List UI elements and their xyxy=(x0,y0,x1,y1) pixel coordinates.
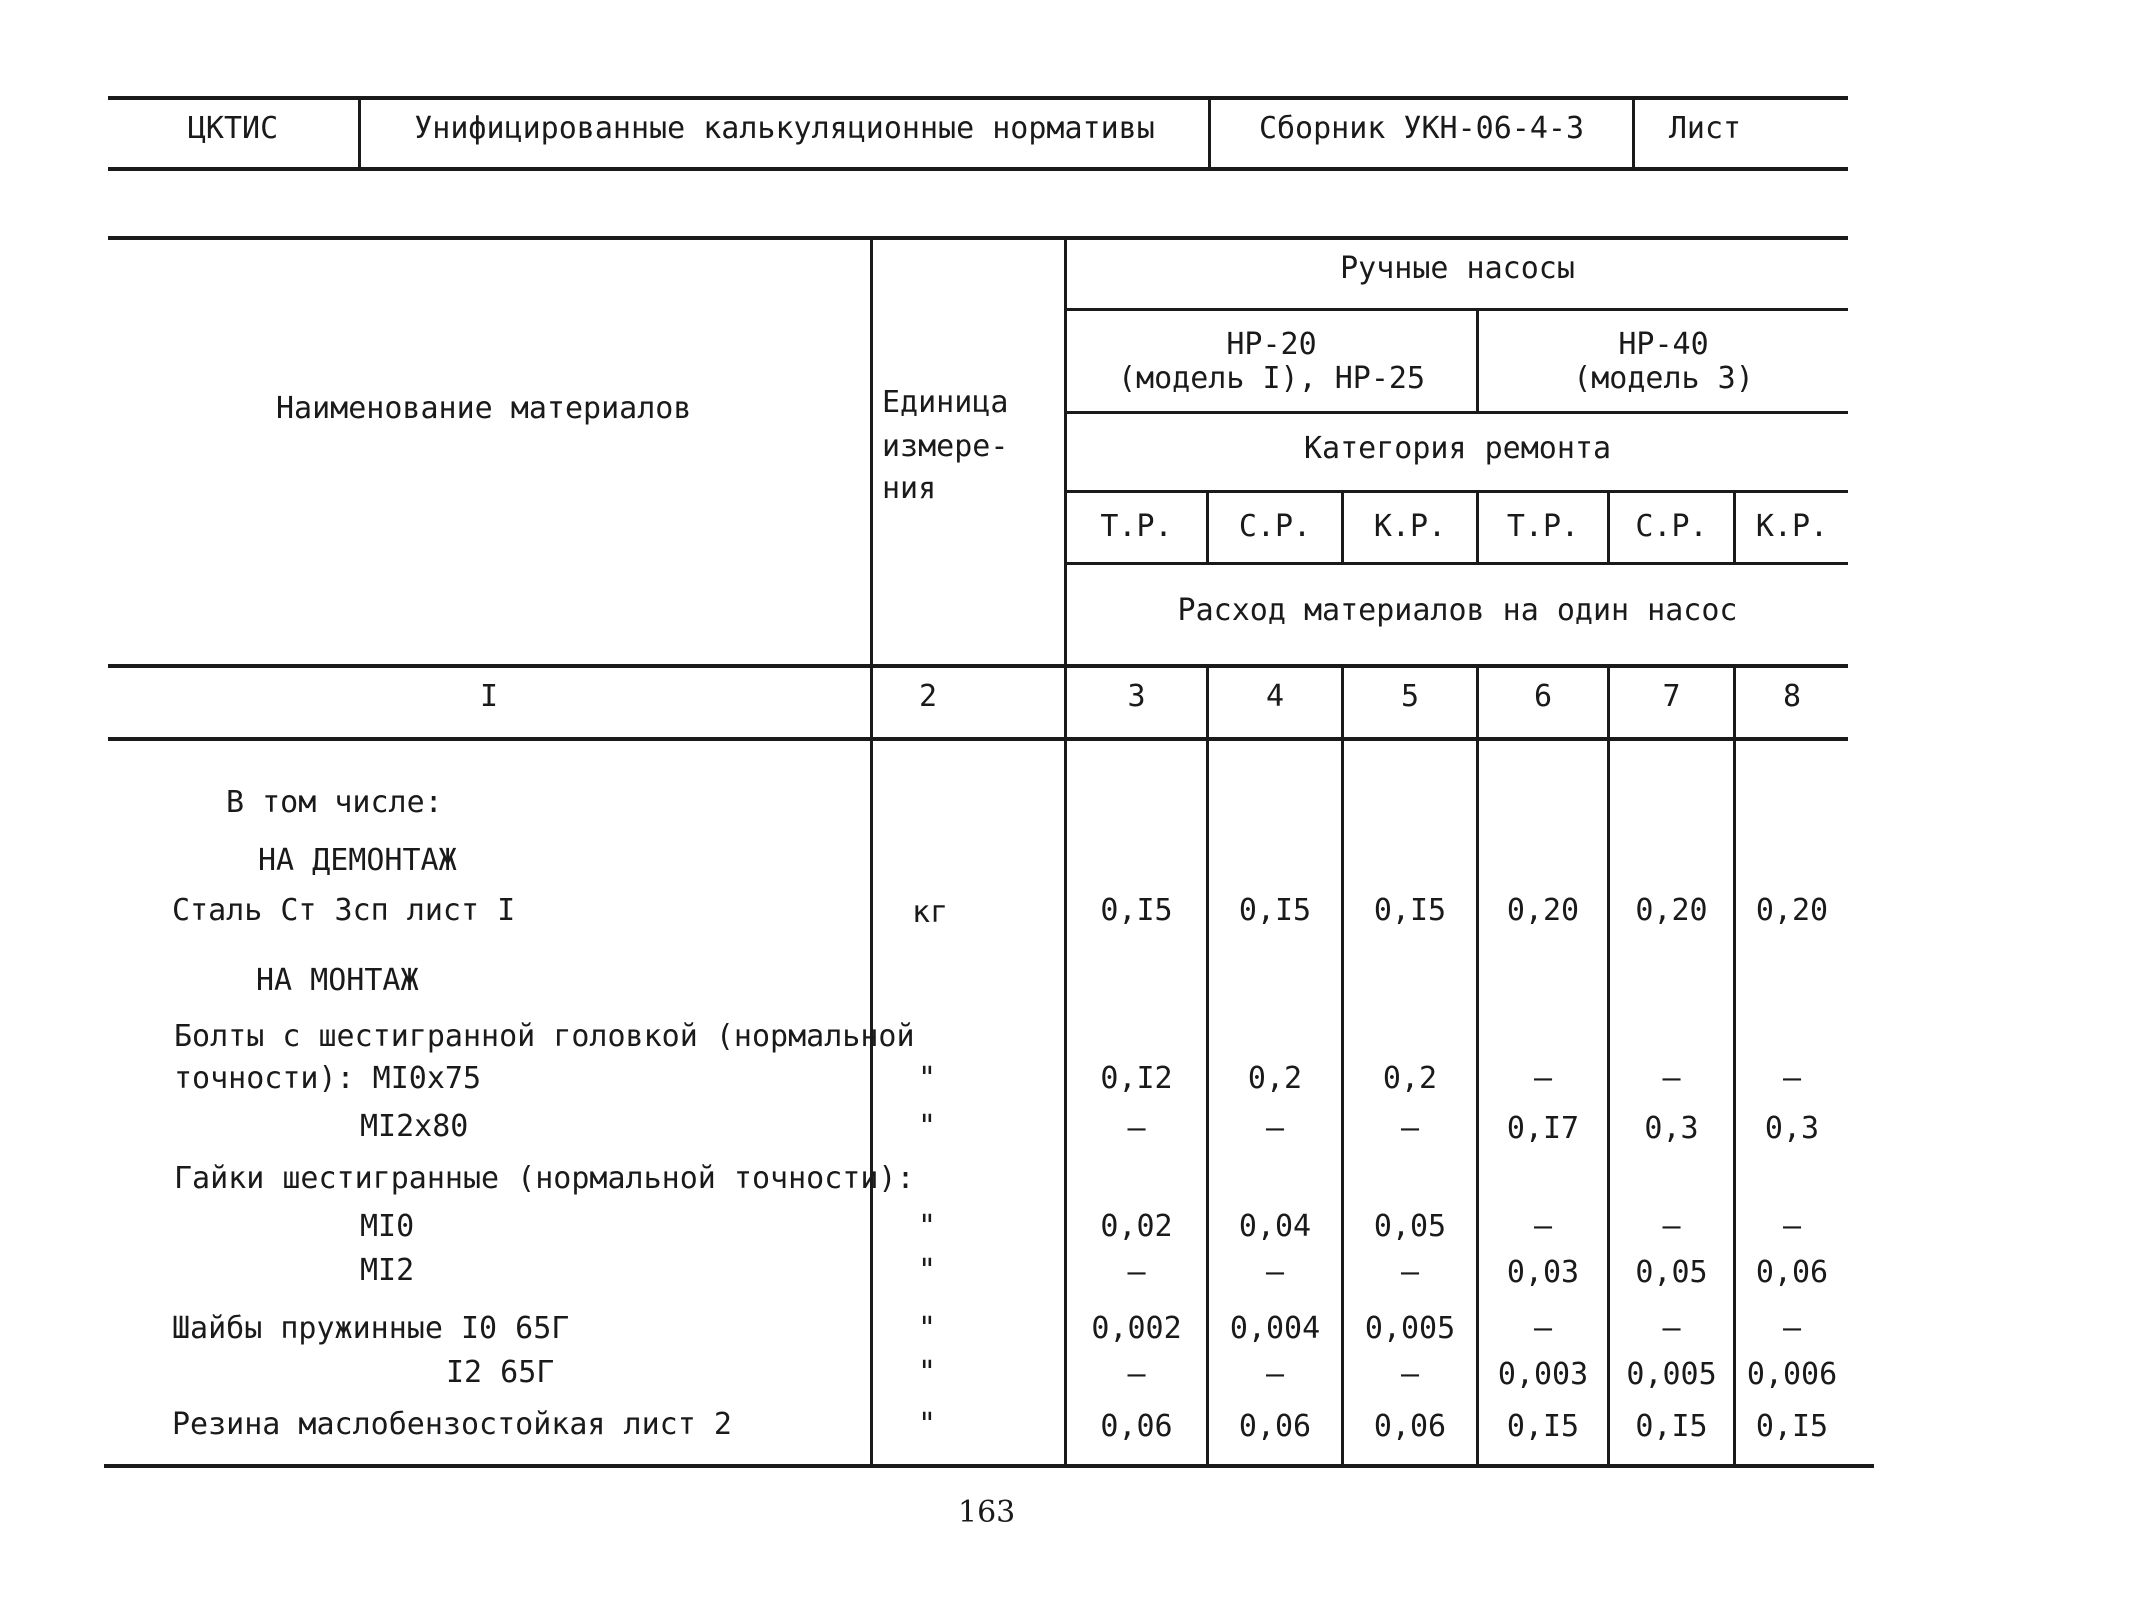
repair-type-2: С.Р. xyxy=(1238,509,1312,544)
row-washers10-v4: – xyxy=(1533,1311,1553,1346)
row-rubber-v5: 0,I5 xyxy=(1635,1409,1708,1444)
col-unit-header-3: ния xyxy=(882,471,937,506)
row-nuts-m12-v5: 0,05 xyxy=(1635,1255,1708,1290)
row-nuts-m10-v5: – xyxy=(1662,1209,1681,1244)
row-bolts-m12-v4: 0,I7 xyxy=(1506,1111,1580,1146)
row-washers12-v2: – xyxy=(1265,1357,1285,1392)
col-number-7: 7 xyxy=(1662,679,1681,714)
row-bolts-m10-v4: – xyxy=(1533,1061,1553,1096)
row-washers10-v1: 0,002 xyxy=(1091,1311,1182,1346)
row-bolts-m12-v6: 0,3 xyxy=(1764,1111,1820,1146)
col-number-1: I xyxy=(479,679,499,714)
col-number-3: 3 xyxy=(1127,679,1146,714)
row-washers10-v3: 0,005 xyxy=(1364,1311,1456,1346)
row-nuts-m12-v3: – xyxy=(1400,1255,1420,1290)
row-nuts-m12-v1: – xyxy=(1127,1255,1146,1290)
repair-type-4: Т.Р. xyxy=(1506,509,1580,544)
row-bolts-m10-v1: 0,I2 xyxy=(1100,1061,1173,1096)
row-nuts-m10-v6: – xyxy=(1782,1209,1802,1244)
row-washers10-v2: 0,004 xyxy=(1229,1311,1321,1346)
row-bolts-m12-v5: 0,3 xyxy=(1644,1111,1699,1146)
row-bolts-m12-v3: – xyxy=(1400,1111,1420,1146)
row-bolts-m12-name: МI2x80 xyxy=(360,1109,469,1144)
row-rubber-v6: 0,I5 xyxy=(1755,1409,1829,1444)
row-steel-v5: 0,20 xyxy=(1635,893,1708,928)
consumption-header: Расход материалов на один насос xyxy=(1177,593,1738,628)
row-nuts-label: Гайки шестигранные (нормальной точности): xyxy=(174,1161,915,1196)
row-bolts-m10-v5: – xyxy=(1662,1061,1681,1096)
row-rubber-v2: 0,06 xyxy=(1238,1409,1312,1444)
repair-type-5: С.Р. xyxy=(1635,509,1708,544)
row-washers10-name: Шайбы пружинные I0 65Г xyxy=(172,1311,570,1346)
row-nuts-m10-v3: 0,05 xyxy=(1373,1209,1447,1244)
row-washers10-unit: " xyxy=(918,1311,937,1346)
row-washers12-v4: 0,003 xyxy=(1497,1357,1589,1392)
row-washers12-v3: – xyxy=(1400,1357,1420,1392)
row-rubber-v1: 0,06 xyxy=(1100,1409,1173,1444)
row-rubber-name: Резина маслобензостойкая лист 2 xyxy=(172,1407,732,1442)
row-bolts-m10-v6: – xyxy=(1782,1061,1802,1096)
row-washers12-v1: – xyxy=(1127,1357,1146,1392)
row-steel-name: Сталь Ст 3сп лист I xyxy=(172,893,516,928)
col-number-5: 5 xyxy=(1400,679,1420,714)
row-nuts-m12-unit: " xyxy=(918,1253,937,1288)
row-nuts-m10-name: МI0 xyxy=(360,1209,415,1244)
row-bolts-m12-v1: – xyxy=(1127,1111,1146,1146)
col-number-4: 4 xyxy=(1265,679,1285,714)
header-org: ЦКТИС xyxy=(187,111,279,146)
group-header: Ручные насосы xyxy=(1340,251,1575,286)
row-bolts-label: Болты с шестигранной головкой (нормальной xyxy=(174,1019,915,1054)
row-rubber-v4: 0,I5 xyxy=(1506,1409,1580,1444)
row-steel-unit: кг xyxy=(912,895,949,930)
row-bolts-m10-v2: 0,2 xyxy=(1247,1061,1303,1096)
pump-b-line1: НР-40 xyxy=(1618,327,1709,362)
row-nuts-m12-v2: – xyxy=(1265,1255,1285,1290)
col-unit-header-2: измере- xyxy=(882,429,1009,464)
row-bolts-m10-v3: 0,2 xyxy=(1382,1061,1438,1096)
row-nuts-m10-v1: 0,02 xyxy=(1100,1209,1173,1244)
row-mount: НА МОНТАЖ xyxy=(256,963,419,998)
pump-a-line1: НР-20 xyxy=(1226,327,1317,362)
row-nuts-m10-v2: 0,04 xyxy=(1238,1209,1312,1244)
repair-type-6: К.Р. xyxy=(1755,509,1829,544)
row-bolts-m10-unit: " xyxy=(918,1061,937,1096)
row-rubber-unit: " xyxy=(918,1407,937,1442)
row-steel-v6: 0,20 xyxy=(1755,893,1829,928)
row-washers12-name: I2 65Г xyxy=(446,1355,555,1390)
row-washers10-v6: – xyxy=(1782,1311,1802,1346)
row-nuts-m12-v6: 0,06 xyxy=(1755,1255,1829,1290)
row-dismount: НА ДЕМОНТАЖ xyxy=(258,843,457,878)
pump-b-line2: (модель 3) xyxy=(1573,361,1754,396)
row-washers10-v5: – xyxy=(1662,1311,1681,1346)
row-steel-v3: 0,I5 xyxy=(1373,893,1447,928)
col-name-header: Наименование материалов xyxy=(276,391,692,426)
repair-category-header: Категория ремонта xyxy=(1303,431,1612,466)
row-nuts-m10-v4: – xyxy=(1533,1209,1553,1244)
row-nuts-m12-v4: 0,03 xyxy=(1506,1255,1580,1290)
row-steel-v2: 0,I5 xyxy=(1238,893,1312,928)
row-nuts-m10-unit: " xyxy=(918,1209,937,1244)
col-number-8: 8 xyxy=(1782,679,1802,714)
row-rubber-v3: 0,06 xyxy=(1373,1409,1447,1444)
repair-type-1: Т.Р. xyxy=(1100,509,1173,544)
row-including: В том числе: xyxy=(226,785,443,820)
row-washers12-unit: " xyxy=(918,1355,937,1390)
col-unit-header-1: Единица xyxy=(882,385,1009,420)
row-washers12-v5: 0,005 xyxy=(1626,1357,1717,1392)
page-number: 163 xyxy=(958,1495,1016,1530)
col-number-6: 6 xyxy=(1533,679,1553,714)
repair-type-3: К.Р. xyxy=(1373,509,1447,544)
row-bolts-m12-unit: " xyxy=(918,1109,937,1144)
row-steel-v4: 0,20 xyxy=(1506,893,1580,928)
row-steel-v1: 0,I5 xyxy=(1100,893,1173,928)
row-nuts-m12-name: МI2 xyxy=(360,1253,415,1288)
header-sheet: Лист xyxy=(1668,111,1742,146)
col-number-2: 2 xyxy=(918,679,938,714)
row-washers12-v6: 0,006 xyxy=(1746,1357,1838,1392)
row-bolts-m10-name: точности): МI0x75 xyxy=(174,1061,482,1096)
row-bolts-m12-v2: – xyxy=(1265,1111,1285,1146)
header-title: Унифицированные калькуляционные нормативы xyxy=(414,111,1155,146)
pump-a-line2: (модель I), НР-25 xyxy=(1117,361,1426,396)
header-collection: Сборник УКН-06-4-3 xyxy=(1258,111,1585,146)
